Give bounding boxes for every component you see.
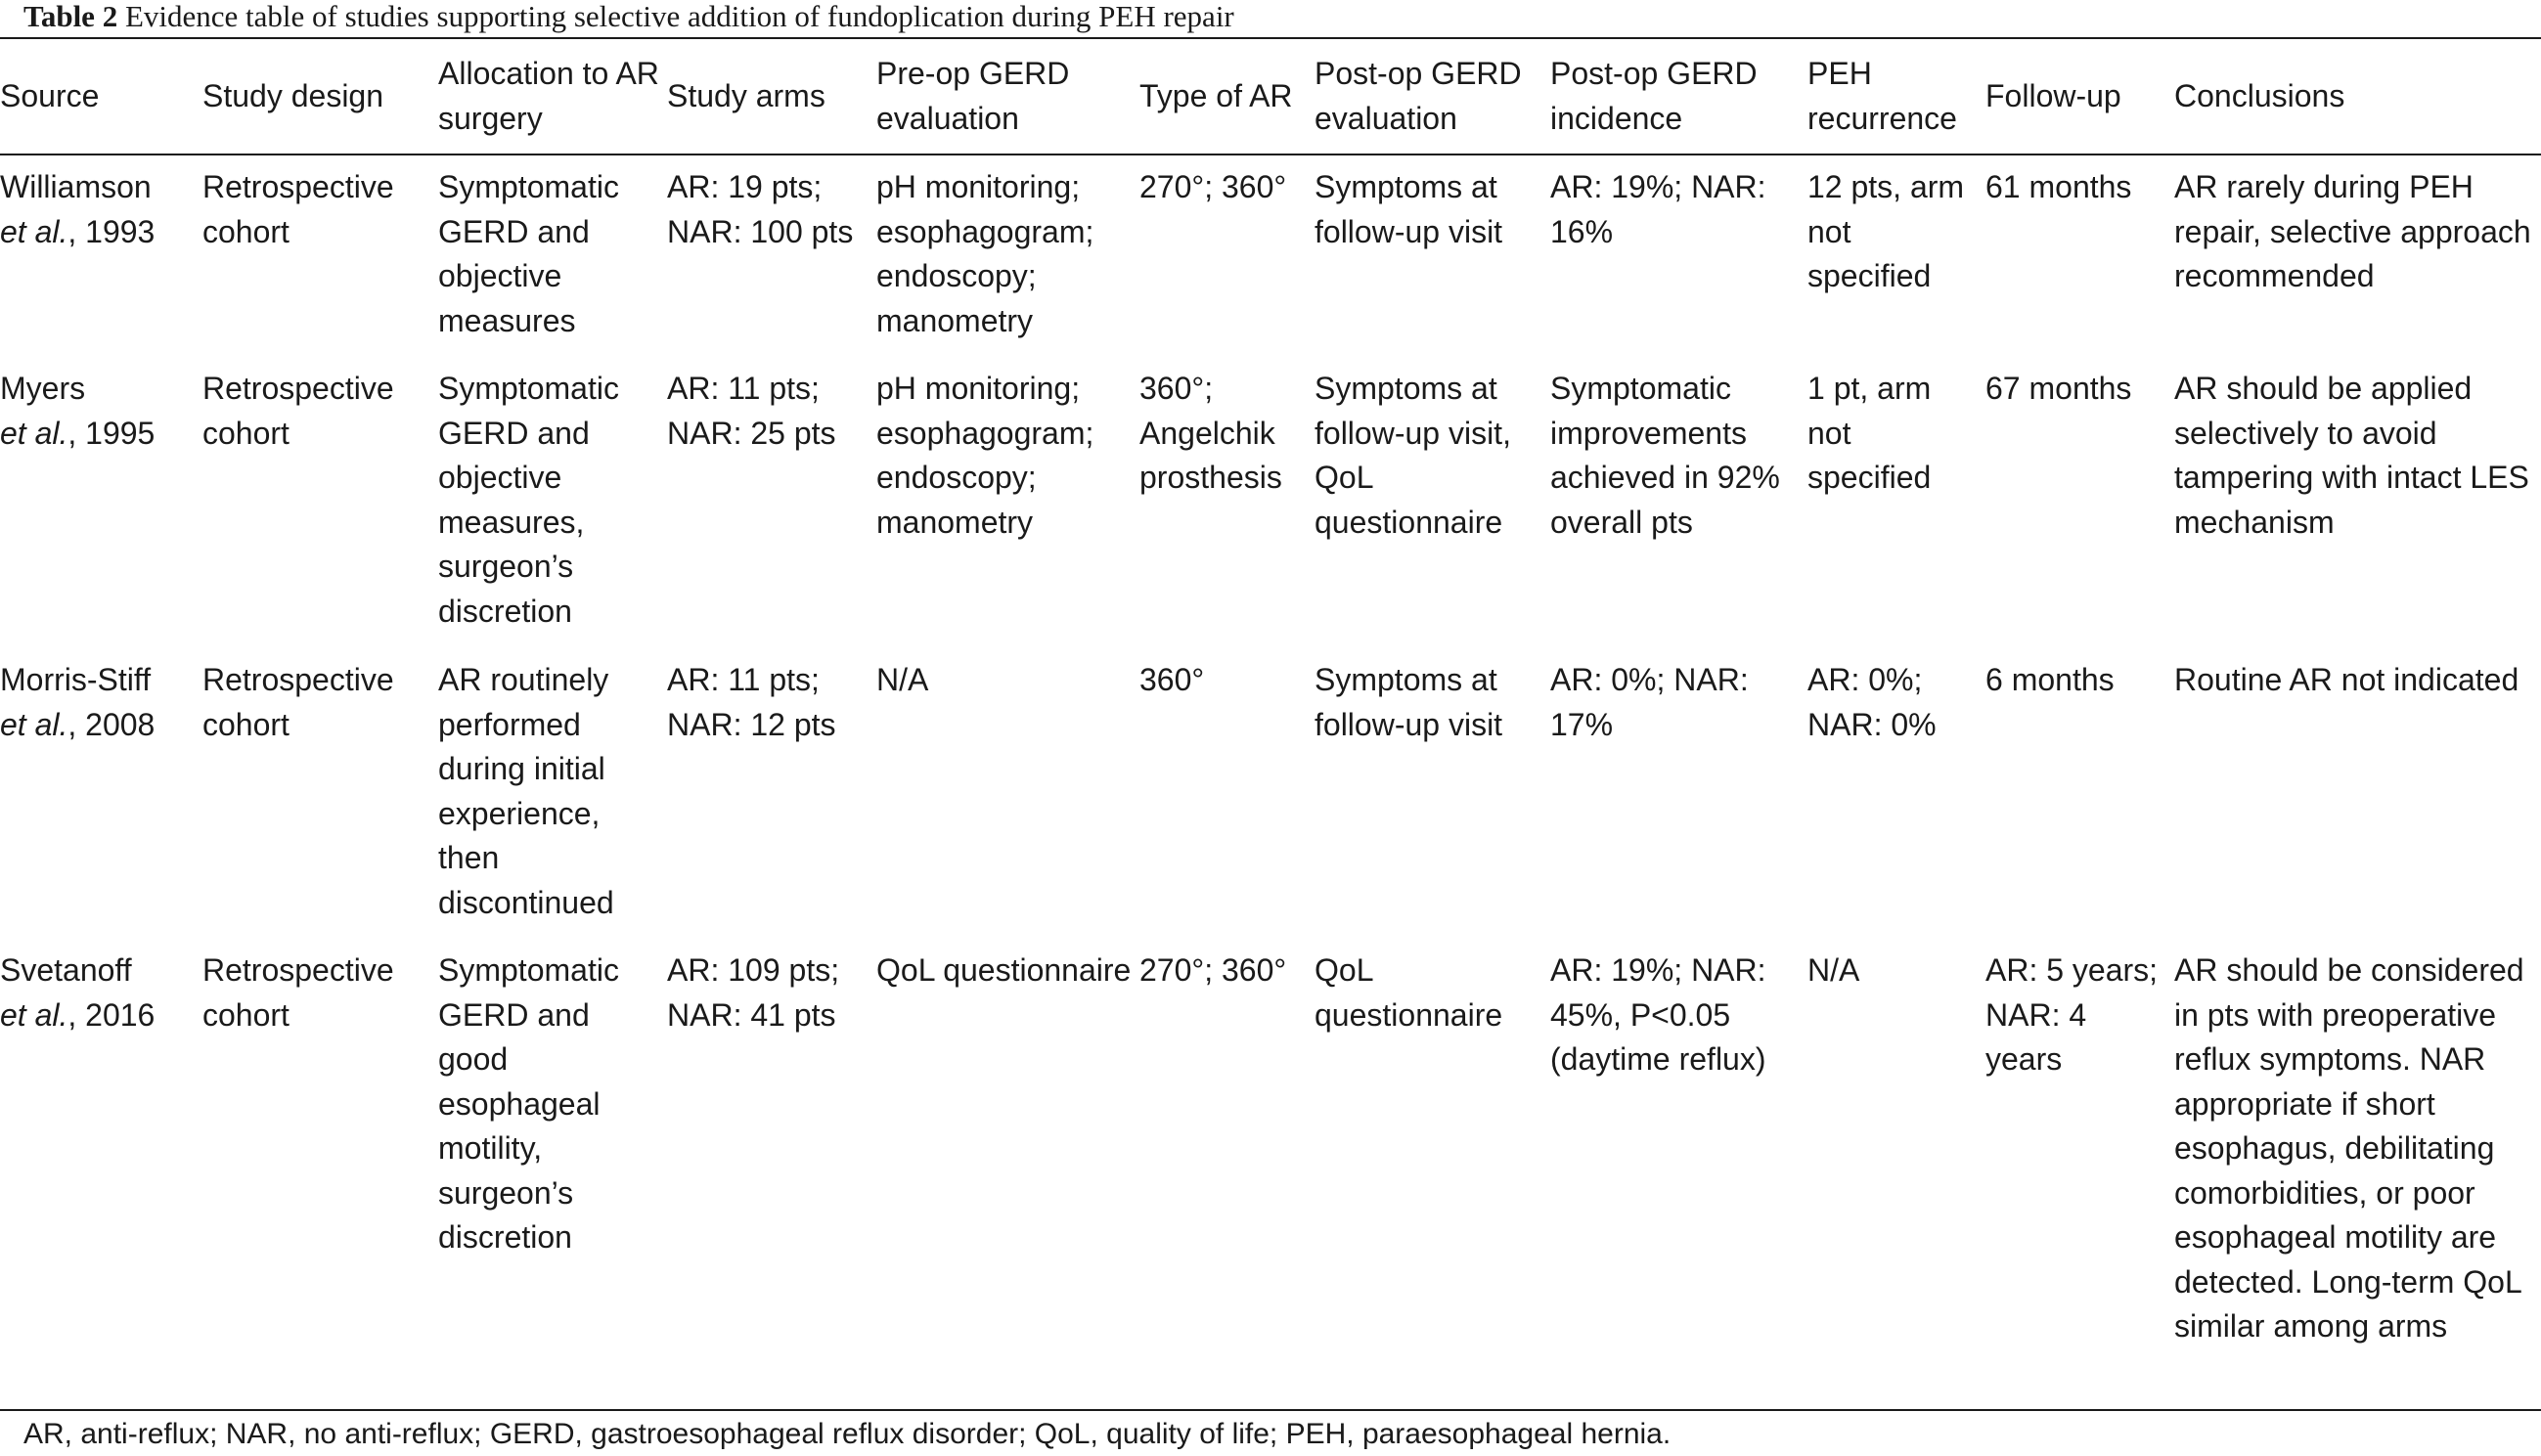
header-allocation: Allocation to AR surgery [438,56,659,136]
cell-source [0,937,202,1379]
cell-allocation: Symptomatic GERD and objective measures [438,169,619,338]
table-row [0,646,2541,937]
et-al: et al. [0,415,68,451]
cell-peh-recurrence: 1 pt, arm not specified [1807,371,1932,495]
year: , 1993 [67,213,156,249]
table-caption [23,0,1234,35]
table-row [0,154,2541,355]
cell-study-design: Retrospective cohort [202,169,394,249]
header-study-arms: Study arms [667,77,825,113]
cell-postop-eval: Symptoms at follow-up visit [1315,169,1503,249]
cell-study-design: Retrospective cohort [202,371,394,451]
header-postop-eval: Post-op GERD evaluation [1315,56,1522,136]
cell-conclusions: AR rarely during PEH repair, selective approach recommended [2174,169,2531,293]
cell-preop-eval: QoL questionnaire [876,952,1132,988]
caption-label: Table 2 [23,0,118,33]
cell-postop-eval: Symptoms at follow-up visit [1315,662,1503,742]
cell-postop-eval: QoL questionnaire [1315,952,1503,1033]
cell-conclusions: Routine AR not indicated [2174,662,2519,697]
cell-allocation: Symptomatic GERD and good esophageal motility, surgeon’s discretion [438,952,619,1255]
header-peh-recurrence: PEH recurrence [1807,56,1957,136]
et-al: et al. [0,213,68,249]
header-source: Source [0,77,100,113]
table-row [0,937,2541,1379]
cell-type-of-ar: 360° [1139,662,1205,697]
author: Williamson [0,169,152,204]
cell-conclusions: AR should be applied selectively to avoid tampering with intact LES mechanism [2174,371,2529,540]
cell-preop-eval: N/A [876,662,929,697]
et-al: et al. [0,706,68,742]
cell-study-arms: AR: 19 pts; NAR: 100 pts [667,169,854,249]
header-row [0,39,2541,154]
cell-peh-recurrence: AR: 0%; NAR: 0% [1807,662,1937,742]
header-postop-incidence: Post-op GERD incidence [1550,56,1758,136]
table-footnote: AR, anti-reflux; NAR, no anti-reflux; GERD, gastroesophageal reflux disorder; QoL, quality of life; PEH, paraesophageal hernia. [23,1418,1672,1450]
cell-postop-incidence: AR: 19%; NAR: 45%, P<0.05 (daytime reflux) [1550,952,1766,1077]
header-conclusions: Conclusions [2174,77,2345,113]
cell-source [0,355,202,646]
cell-allocation: Symptomatic GERD and objective measures, surgeon’s discretion [438,371,619,629]
cell-peh-recurrence: 12 pts, arm not specified [1807,169,1965,293]
cell-preop-eval: pH monitoring; esophagogram; endoscopy; manometry [876,169,1094,338]
header-type-of-ar: Type of AR [1139,77,1293,113]
cell-preop-eval: pH monitoring; esophagogram; endoscopy; manometry [876,371,1094,540]
cell-study-arms: AR: 109 pts; NAR: 41 pts [667,952,840,1033]
cell-source [0,646,202,937]
cell-peh-recurrence: N/A [1807,952,1860,988]
cell-study-arms: AR: 11 pts; NAR: 12 pts [667,662,836,742]
year: , 2008 [67,706,156,742]
author: Myers [0,371,86,406]
cell-follow-up: 61 months [1985,169,2132,204]
cell-postop-incidence: Symptomatic improvements achieved in 92% overall pts [1550,371,1780,540]
cell-study-arms: AR: 11 pts; NAR: 25 pts [667,371,836,451]
table-row [0,355,2541,646]
cell-postop-incidence: AR: 0%; NAR: 17% [1550,662,1749,742]
bottom-rule [0,1409,2541,1411]
caption-text: Evidence table of studies supporting selective addition of fundoplication during PEH repair [124,0,1234,33]
cell-follow-up: 67 months [1985,371,2132,406]
author: Svetanoff [0,952,132,988]
header-follow-up: Follow-up [1985,77,2121,113]
cell-source [0,154,202,355]
cell-type-of-ar: 270°; 360° [1139,952,1287,988]
year: , 2016 [67,996,156,1033]
cell-study-design: Retrospective cohort [202,952,394,1033]
cell-study-design: Retrospective cohort [202,662,394,742]
cell-follow-up: AR: 5 years; NAR: 4 years [1985,952,2159,1077]
author: Morris-Stiff [0,662,152,697]
cell-allocation: AR routinely performed during initial experience, then discontinued [438,662,614,920]
cell-type-of-ar: 360°; Angelchik prosthesis [1139,371,1282,495]
year: , 1995 [67,415,156,451]
header-study-design: Study design [202,77,384,113]
cell-postop-eval: Symptoms at follow-up visit, QoL questionnaire [1315,371,1511,540]
header-preop-eval: Pre-op GERD evaluation [876,56,1070,136]
cell-follow-up: 6 months [1985,662,2115,697]
cell-postop-incidence: AR: 19%; NAR: 16% [1550,169,1766,249]
evidence-table [0,39,2541,1379]
cell-type-of-ar: 270°; 360° [1139,169,1287,204]
et-al: et al. [0,996,68,1033]
cell-conclusions: AR should be considered in pts with preoperative reflux symptoms. NAR appropriate if short esophagus, debilitating comorbidities, or poor esophageal motility are detected. Long-term QoL similar among arms [2174,952,2524,1344]
